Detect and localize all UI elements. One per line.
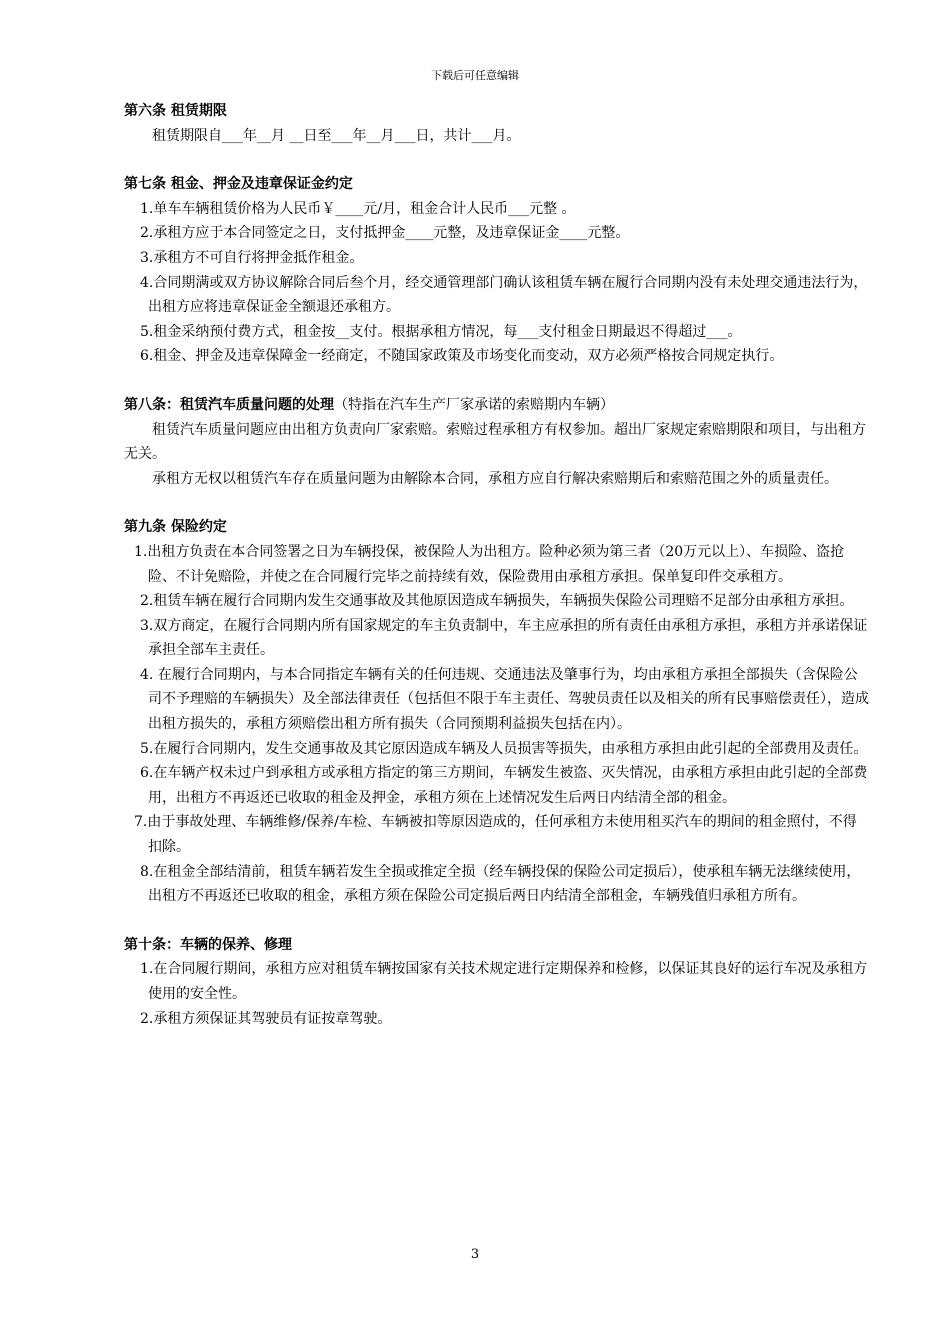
section-heading: 第七条 租金、押金及违章保证金约定: [124, 176, 353, 193]
page-number: 3: [470, 1247, 480, 1262]
section-title: [124, 99, 870, 124]
section-title: [124, 515, 870, 540]
section-heading: 第八条：租赁汽车质量问题的处理: [124, 396, 334, 413]
section: [124, 933, 870, 1031]
section-heading: 第十条：车辆的保养、修理: [124, 936, 292, 953]
document-body: [124, 99, 870, 1031]
clause-item: 1.单车车辆租赁价格为人民币￥____元/月，租金合计人民币___元整 。: [140, 200, 576, 217]
section-gap: [124, 909, 870, 933]
clause-item: 2.租赁车辆在履行合同期内发生交通事故及其他原因造成车辆损失，车辆损失保险公司理赔不足部分由承租方承担。: [140, 593, 854, 610]
section: [124, 172, 870, 369]
section-heading: 第九条 保险约定: [124, 519, 227, 536]
section: [124, 99, 870, 148]
clause-item: 6.在车辆产权未过户到承租方或承租方指定的第三方期间，车辆发生被盗、灭失情况，由承租方承担由此引起的全部费用，出租方不再返还已收取的租金及押金，承租方须在上述情况发生后两日内结清全部的租金。: [140, 765, 868, 806]
clause-item: 2.承租方须保证其驾驶员有证按章驾驶。: [140, 1010, 392, 1027]
section-gap: [124, 148, 870, 172]
clause-item: 3.双方商定，在履行合同期内所有国家规定的车主负责制中，车主应承担的所有责任由承租方承担，承租方并承诺保证承担全部车主责任。: [140, 617, 868, 659]
section-gap: [124, 369, 870, 393]
section-gap: [124, 491, 870, 515]
section: [124, 393, 870, 491]
clause-item: 5.在履行合同期内，发生交通事故及其它原因造成车辆及人员损害等损失，由承租方承担由此引起的全部费用及责任。: [140, 740, 868, 757]
section: [124, 515, 870, 909]
clause-item: 7.由于事故处理、车辆维修/保养/车检、车辆被扣等原因造成的，任何承租方未使用租买汽车的期间的租金照付，不得扣除。: [134, 814, 857, 856]
clause-item: 2.承租方应于本合同签定之日，支付抵押金____元整，及违章保证金____元整。: [140, 225, 630, 242]
clause-item: 4. 在履行合同期内，与本合同指定车辆有关的任何违规、交通违法及肇事行为，均由承租方承担全部损失（含保险公司不予理赔的车辆损失）及全部法律责任（包括但不限于车主责任、驾驶员责任以及相关的所有民事赔偿责任），造成出租方损失的，承租方须赔偿出租方所有损失（合同预期利益损失包括在内）。: [140, 666, 869, 733]
section-subtitle: （特指在汽车生产厂家承诺的索赔期内车辆）: [334, 396, 614, 413]
clause-item: 1.在合同履行期间，承租方应对租赁车辆按国家有关技术规定进行定期保养和检修，以保证其良好的运行车况及承租方使用的安全性。: [140, 961, 868, 1002]
page-header: 下载后可任意编辑: [431, 69, 519, 82]
clause-paragraph: 租赁期限自___年__月 __日至___年__月___日，共计___月。: [152, 127, 521, 144]
clause-item: 5.租金采纳预付费方式，租金按__支付。根据承租方情况，每___支付租金日期最迟不得超过___。: [140, 323, 742, 340]
clause-paragraph: 承租方无权以租赁汽车存在质量问题为由解除本合同，承租方应自行解决索赔期后和索赔范围之外的质量责任。: [152, 470, 838, 487]
clause-paragraph: 租赁汽车质量问题应由出租方负责向厂家索赔。索赔过程承租方有权参加。超出厂家规定索赔期限和项目，与出租方无关。: [124, 421, 866, 463]
section-title: [124, 933, 870, 958]
section-title: [124, 172, 870, 197]
clause-item: 4.合同期满或双方协议解除合同后叁个月，经交通管理部门确认该租赁车辆在履行合同期内没有未处理交通违法行为，出租方应将违章保证金全额退还承租方。: [140, 274, 868, 316]
section-title: [124, 393, 870, 418]
clause-item: 8.在租金全部结清前，租赁车辆若发生全损或推定全损（经车辆投保的保险公司定损后），使承租车辆无法继续使用，出租方不再返还已收取的租金，承租方须在保险公司定损后两日内结清全部租金，车辆残值归承租方所有。: [140, 863, 861, 905]
section-heading: 第六条 租赁期限: [124, 103, 227, 119]
clause-item: 1.出租方负责在本合同签署之日为车辆投保，被保险人为出租方。险种必须为第三者（20万元以上）、车损险、盗抢险、不计免赔险，并使之在合同履行完毕之前持续有效，保险费用由承租方承担。保单复印件交承租方。: [134, 543, 845, 585]
clause-item: 6.租金、押金及违章保障金一经商定，不随国家政策及市场变化而变动，双方必须严格按合同规定执行。: [140, 348, 784, 365]
clause-item: 3.承租方不可自行将押金抵作租金。: [140, 249, 364, 266]
